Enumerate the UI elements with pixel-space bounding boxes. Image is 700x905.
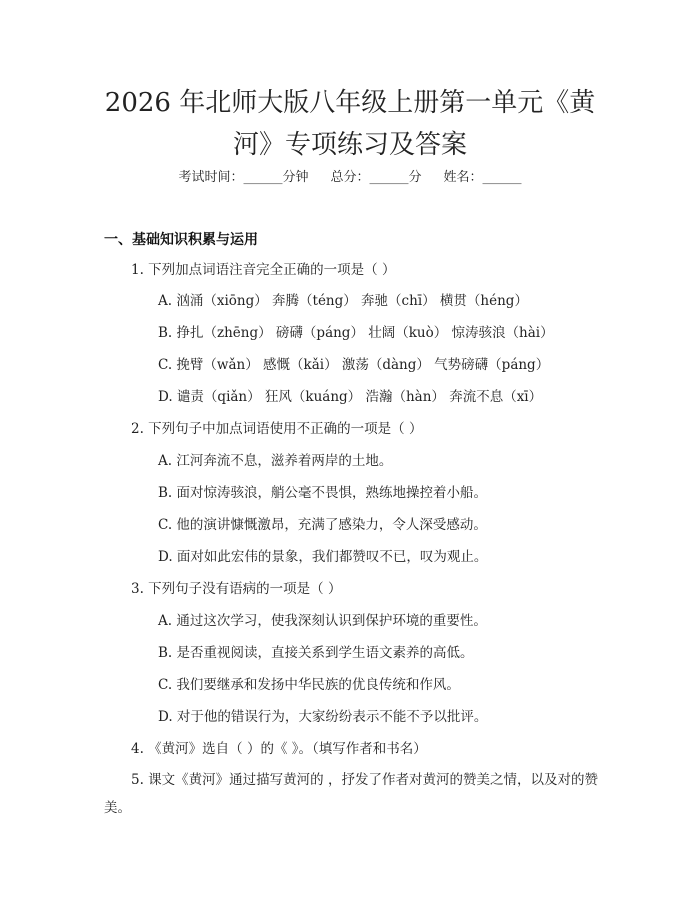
student-name-field: 姓名：______ xyxy=(443,170,522,185)
question-2-option-c: C. 他的演讲慷慨激昂，充满了感染力，令人深受感动。 xyxy=(158,517,487,533)
question-2-option-a: A. 江河奔流不息，滋养着两岸的土地。 xyxy=(158,453,393,469)
question-3-option-c: C. 我们要继承和发扬中华民族的优良传统和作风。 xyxy=(158,677,460,693)
question-5-stem: 5. 课文《黄河》通过描写黄河的 ，抒发了作者对黄河的赞美之情，以及对的赞美。 xyxy=(104,772,598,816)
question-3-option-b: B. 是否重视阅读，直接关系到学生语文素养的高低。 xyxy=(158,645,474,661)
exam-meta-row xyxy=(0,168,700,188)
question-2-stem: 2. 下列句子中加点词语使用不正确的一项是（ ） xyxy=(131,421,423,437)
question-1-option-a: A. 汹涌（xiōng） 奔腾（téng） 奔驰（chī） 横贯（héng） xyxy=(158,293,528,309)
question-2-option-b: B. 面对惊涛骇浪，艄公毫不畏惧，熟练地操控着小船。 xyxy=(158,485,488,501)
exam-time-field: 考试时间：______分钟 xyxy=(178,170,309,185)
question-3-option-d: D. 对于他的错误行为，大家纷纷表示不能不予以批评。 xyxy=(158,709,488,725)
question-1-option-b: B. 挣扎（zhēng） 磅礴（páng） 壮阔（kuò） 惊涛骇浪（hài） xyxy=(158,325,554,341)
question-1-option-d: D. 谴责（qiǎn） 狂风（kuáng） 浩瀚（hàn） 奔流不息（xī） xyxy=(158,389,543,405)
question-3-option-a: A. 通过这次学习，使我深刻认识到保护环境的重要性。 xyxy=(158,613,487,629)
document-title-line-2: 河》专项练习及答案 xyxy=(232,130,467,160)
section-heading-basics: 一、基础知识积累与运用 xyxy=(104,232,258,248)
question-4-stem: 4. 《黄河》选自（ ）的《 》。（填写作者和书名） xyxy=(131,741,427,757)
total-score-field: 总分：______分 xyxy=(330,170,422,185)
document-title-line-1: 2026 年北师大版八年级上册第一单元《黄 xyxy=(104,88,596,118)
question-1-stem: 1. 下列加点词语注音完全正确的一项是（ ） xyxy=(131,262,396,278)
question-3-stem: 3. 下列句子没有语病的一项是（ ） xyxy=(131,581,342,597)
question-1-option-c: C. 挽臂（wǎn） 感慨（kǎi） 激荡（dàng） 气势磅礴（páng） xyxy=(158,357,550,373)
question-2-option-d: D. 面对如此宏伟的景象，我们都赞叹不已，叹为观止。 xyxy=(158,549,488,565)
